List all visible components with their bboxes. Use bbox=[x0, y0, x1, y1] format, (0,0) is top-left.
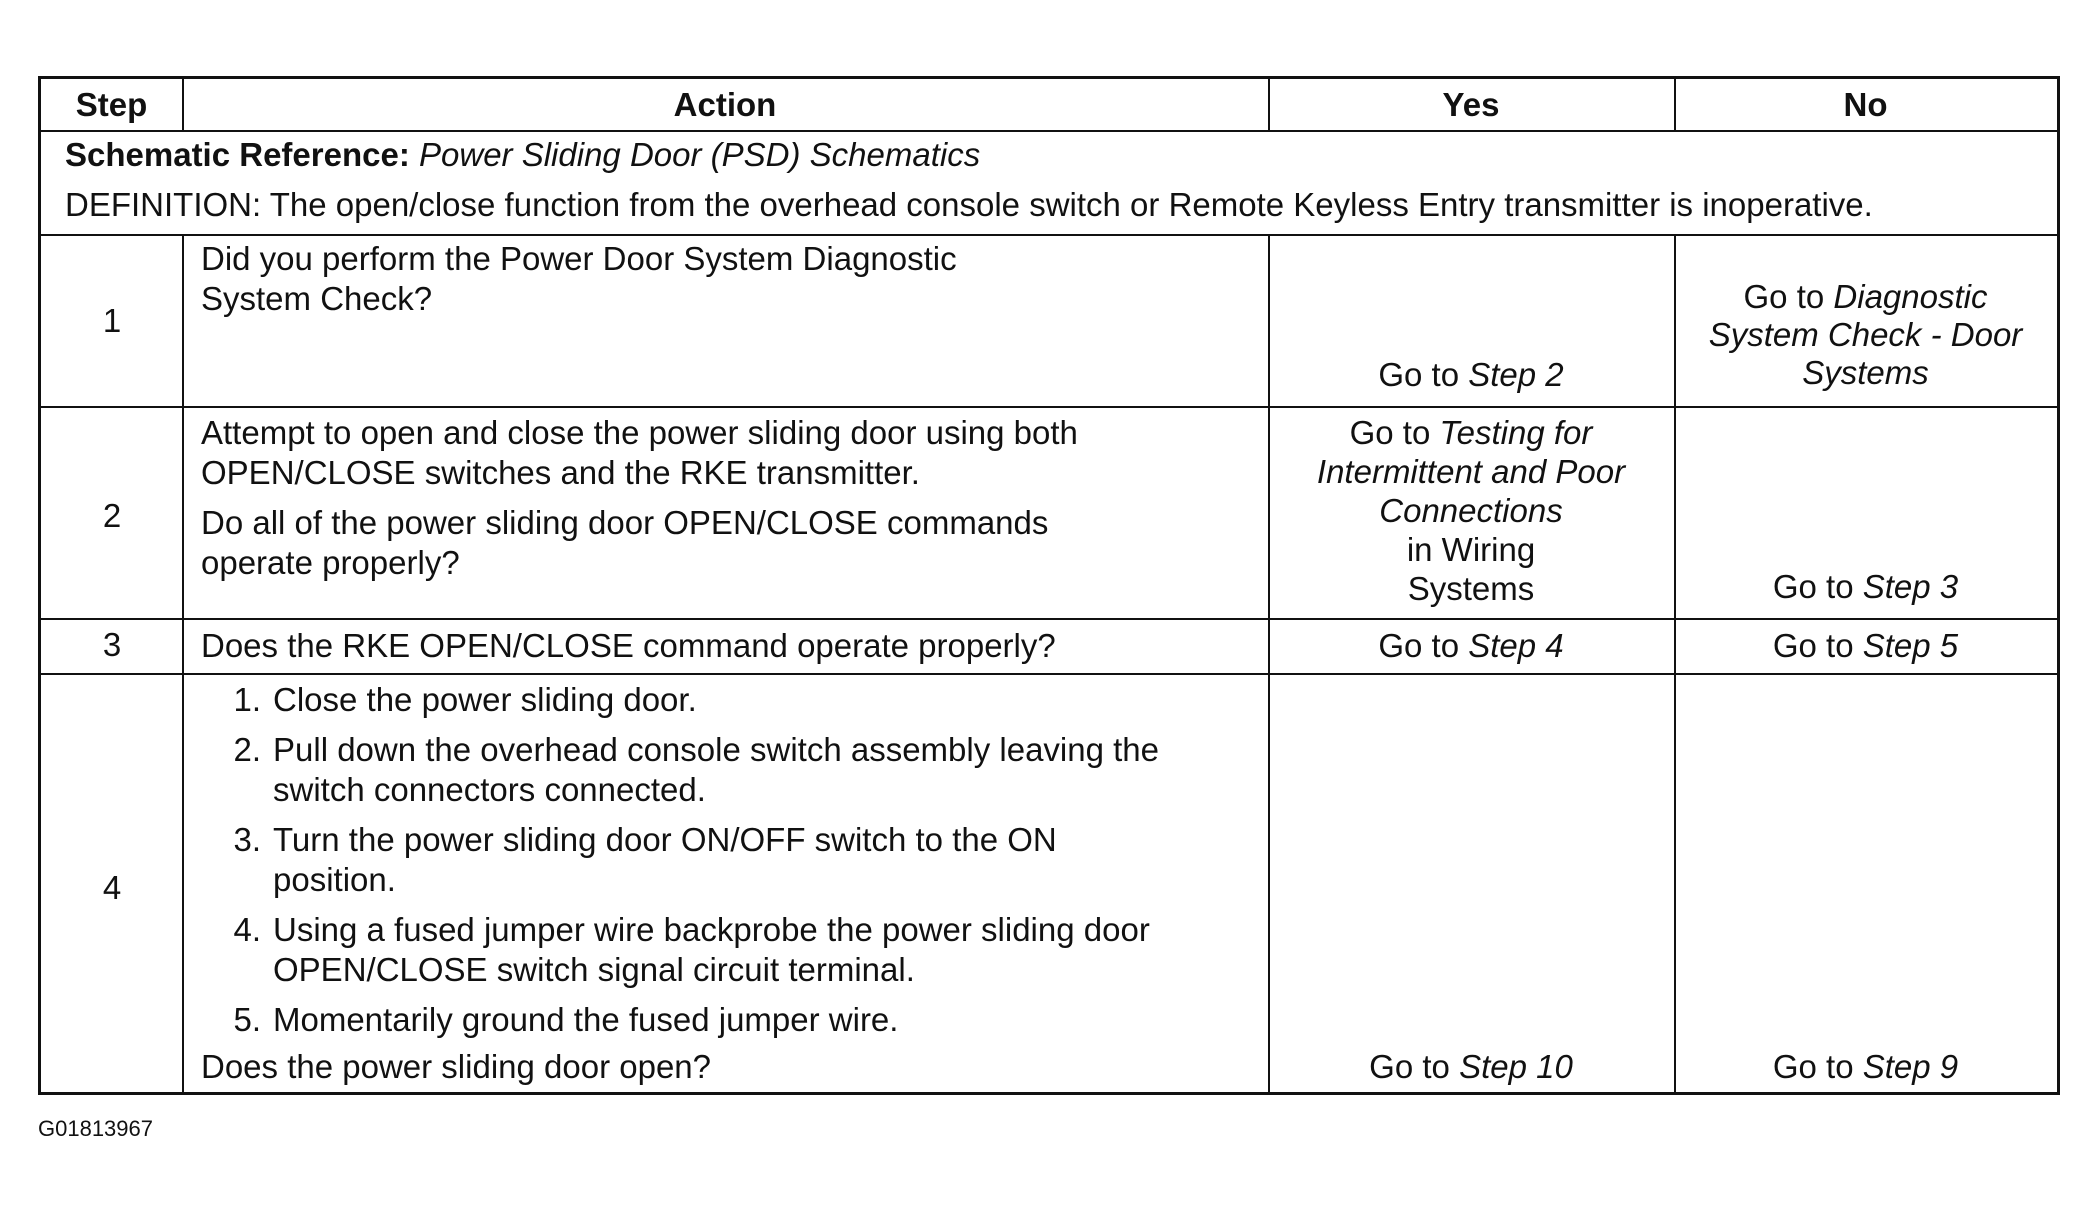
no-result bbox=[1674, 278, 2057, 392]
row-divider bbox=[41, 130, 2057, 132]
substep-list bbox=[221, 680, 1159, 1040]
go-to-label: Go to bbox=[1378, 627, 1460, 664]
substep-line: position. bbox=[273, 861, 396, 898]
no-result bbox=[1674, 626, 2057, 666]
substep-line: OPEN/CLOSE switch signal circuit terminal. bbox=[273, 951, 915, 988]
no-result bbox=[1674, 1047, 2057, 1087]
step-number: 1 bbox=[102, 302, 122, 339]
yes-result bbox=[1268, 1047, 1674, 1087]
go-to-label: Go to bbox=[1772, 1048, 1854, 1085]
step-link[interactable]: Step 2 bbox=[1468, 356, 1564, 393]
figure-id: G01813967 bbox=[38, 1116, 153, 1141]
go-to-label: Go to bbox=[1772, 568, 1854, 605]
yes-result bbox=[1268, 626, 1674, 666]
header-step: Step bbox=[75, 85, 148, 123]
header-no: No bbox=[1843, 85, 1888, 123]
testing-link[interactable]: Testing for bbox=[1439, 414, 1593, 451]
row-divider bbox=[41, 234, 2057, 236]
header-yes: Yes bbox=[1442, 85, 1500, 123]
substep-line: switch connectors connected. bbox=[273, 771, 706, 808]
action-question: Does the power sliding door open? bbox=[201, 1048, 712, 1085]
action-text bbox=[201, 413, 1078, 583]
step-number: 4 bbox=[102, 869, 122, 906]
substep-line: Momentarily ground the fused jumper wire. bbox=[273, 1001, 899, 1038]
testing-link-suffix: Systems bbox=[1407, 570, 1535, 607]
diagnostic-table bbox=[38, 76, 2060, 1095]
list-item bbox=[221, 680, 1159, 720]
substep-line: Using a fused jumper wire backprobe the power sliding door bbox=[273, 911, 1150, 948]
list-item bbox=[221, 820, 1159, 900]
substep-number: 1. bbox=[233, 681, 261, 718]
substep-number: 5. bbox=[233, 1001, 261, 1038]
action-line: Do all of the power sliding door OPEN/CLOSE commands bbox=[201, 504, 1049, 541]
substep-line: Pull down the overhead console switch assembly leaving the bbox=[273, 731, 1160, 768]
yes-result bbox=[1268, 355, 1674, 395]
action-text: Does the RKE OPEN/CLOSE command operate properly? bbox=[201, 627, 1056, 664]
list-item bbox=[221, 1000, 1159, 1040]
diagnostic-link[interactable]: Diagnostic bbox=[1833, 278, 1988, 315]
action-line: Attempt to open and close the power sliding door using both bbox=[201, 414, 1078, 451]
substep-line: Turn the power sliding door ON/OFF switch to the ON bbox=[273, 821, 1057, 858]
step-link[interactable]: Step 4 bbox=[1468, 627, 1564, 664]
step-link[interactable]: Step 5 bbox=[1862, 627, 1959, 664]
step-link[interactable]: Step 3 bbox=[1862, 568, 1959, 605]
substep-number: 2. bbox=[233, 731, 261, 768]
definition-text: DEFINITION: The open/close function from the overhead console switch or Remote Keyless Entry transmitter is inoperative. bbox=[65, 186, 1873, 223]
go-to-label: Go to bbox=[1369, 1048, 1450, 1085]
testing-link[interactable]: Connections bbox=[1379, 492, 1563, 529]
list-item bbox=[221, 730, 1159, 810]
step-link[interactable]: Step 10 bbox=[1459, 1048, 1573, 1085]
action-line: Did you perform the Power Door System Diagnostic bbox=[201, 240, 957, 277]
action-line: operate properly? bbox=[201, 544, 460, 581]
substep-number: 4. bbox=[233, 911, 261, 948]
no-result bbox=[1674, 567, 2057, 607]
testing-link[interactable]: Intermittent and Poor bbox=[1316, 453, 1626, 490]
schematic-reference-label: Schematic Reference: bbox=[65, 136, 410, 173]
schematic-reference bbox=[65, 135, 980, 175]
step-number: 3 bbox=[102, 626, 122, 663]
diagnostic-link[interactable]: Systems bbox=[1802, 354, 1929, 391]
go-to-label: Go to bbox=[1378, 356, 1460, 393]
go-to-label: Go to bbox=[1743, 278, 1825, 315]
schematic-reference-link[interactable]: Power Sliding Door (PSD) Schematics bbox=[419, 136, 981, 173]
step-number: 2 bbox=[102, 497, 122, 534]
substep-line: Close the power sliding door. bbox=[273, 681, 697, 718]
diagnostic-link[interactable]: System Check - Door bbox=[1708, 316, 2023, 353]
row-divider bbox=[41, 673, 2057, 675]
go-to-label: Go to bbox=[1349, 414, 1431, 451]
action-text bbox=[201, 239, 957, 319]
row-divider bbox=[41, 618, 2057, 620]
list-item bbox=[221, 910, 1159, 990]
header-action: Action bbox=[673, 85, 777, 123]
action-line: OPEN/CLOSE switches and the RKE transmitter. bbox=[201, 454, 920, 491]
go-to-label: Go to bbox=[1772, 627, 1854, 664]
step-link[interactable]: Step 9 bbox=[1862, 1048, 1959, 1085]
yes-result bbox=[1268, 413, 1674, 608]
testing-link-suffix: in Wiring bbox=[1406, 531, 1536, 568]
action-line: System Check? bbox=[201, 280, 433, 317]
substep-number: 3. bbox=[233, 821, 261, 858]
row-divider bbox=[41, 406, 2057, 408]
